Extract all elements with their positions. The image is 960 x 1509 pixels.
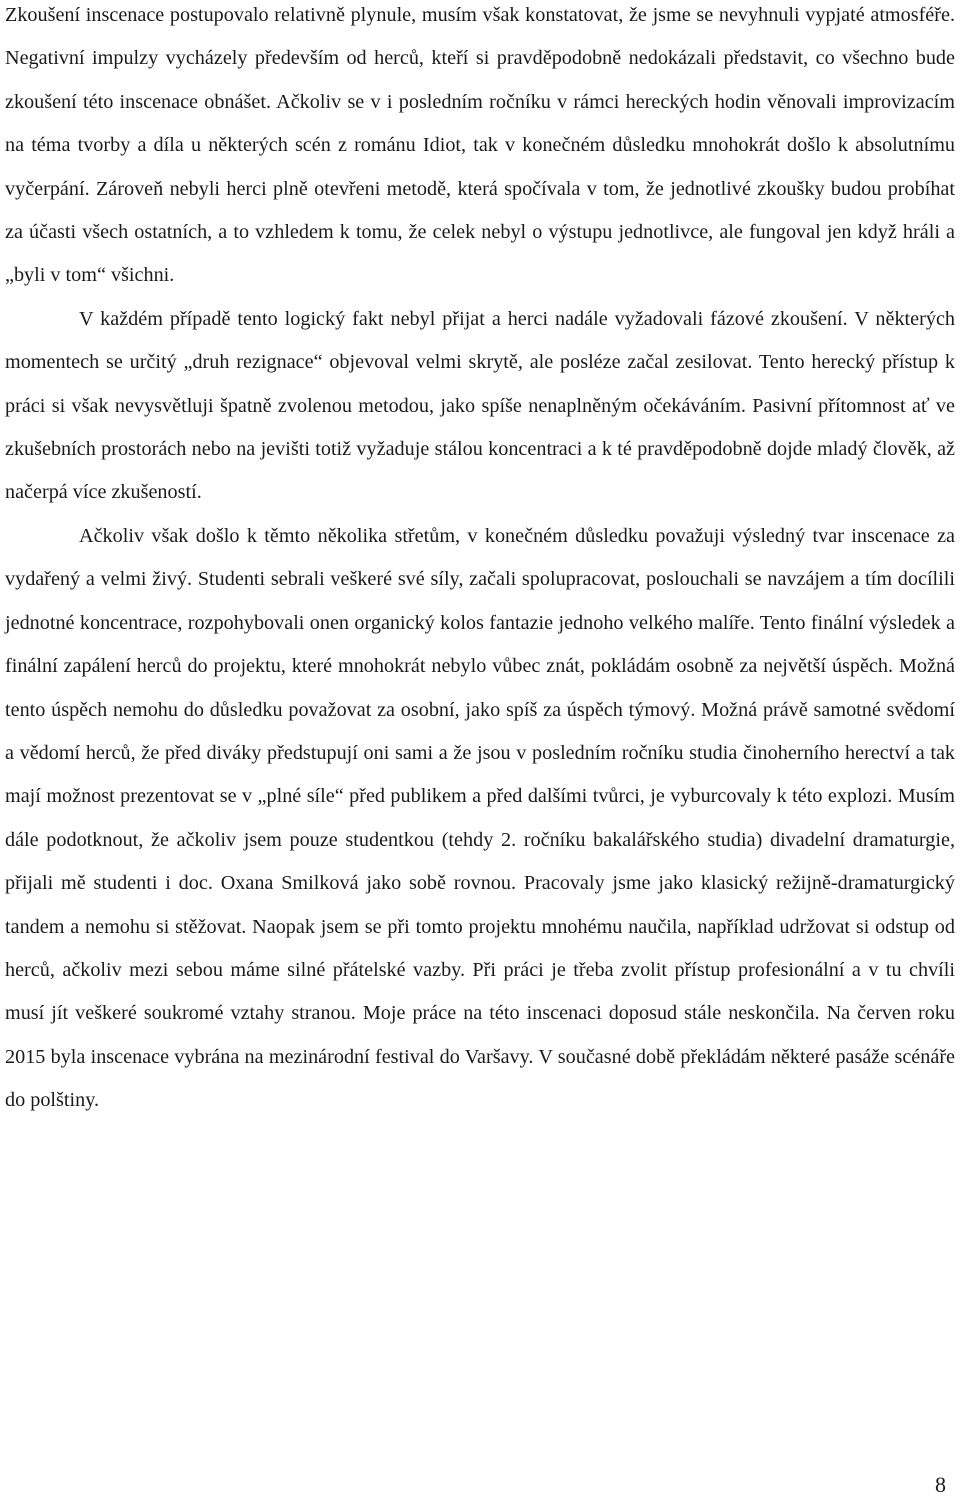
- paragraph-2: V každém případě tento logický fakt nebyl přijat a herci nadále vyžadovali fázové zkoušení. V některých momentech se určitý „druh rezignace“ objevoval velmi skrytě, ale posléze začal zesilovat. Tento herecký přístup k práci si však nevysvětluji špatně zvolenou metodou, jako spíše nenaplněným očekáváním. Pasivní přítomnost ať ve zkušebních prostorách nebo na jevišti totiž vyžaduje stálou koncentraci a k té pravděpodobně dojde mladý člověk, až načerpá více zkušeností.: [5, 307, 955, 504]
- document-page: [5, 0, 955, 1123]
- paragraph-1: Zkoušení inscenace postupovalo relativně plynule, musím však konstatovat, že jsme se nevyhnuli vypjaté atmosféře. Negativní impulzy vycházely především od herců, kteří si pravděpodobně nedokázali představit, co všechno bude zkoušení této inscenace obnášet. Ačkoliv se v i posledním ročníku v rámci hereckých hodin věnovali improvizacím na téma tvorby a díla u některých scén z románu Idiot, tak v konečném důsledku mnohokrát došlo k absolutnímu vyčerpání. Zároveň nebyli herci plně otevřeni metodě, která spočívala v tom, že jednotlivé zkoušky budou probíhat za účasti všech ostatních, a to vzhledem k tomu, že celek nebyl o výstupu jednotlivce, ale fungoval jen když hráli a „byli v tom“ všichni.: [5, 4, 955, 287]
- paragraph-3: Ačkoliv však došlo k těmto několika střetům, v konečném důsledku považuji výsledný tvar inscenace za vydařený a velmi živý. Studenti sebrali veškeré své síly, začali spolupracovat, poslouchali se navzájem a tím docílili jednotné koncentrace, rozpohybovali onen organický kolos fantazie jednoho velkého malíře. Tento finální výsledek a finální zapálení herců do projektu, které mnohokrát nebylo vůbec znát, pokládám osobně za největší úspěch. Možná tento úspěch nemohu do důsledku považovat za osobní, jako spíš za úspěch týmový. Možná právě samotné svědomí a vědomí herců, že před diváky předstupují oni sami a že jsou v posledním ročníku studia činoherního herectví a tak mají možnost prezentovat se v „plné síle“ před publikem a před dalšími tvůrci, je vyburcovaly k této explozi. Musím dále podotknout, že ačkoliv jsem pouze studentkou (tehdy 2. ročníku bakalářského studia) divadelní dramaturgie, přijali mě studenti i doc. Oxana Smilková jako sobě rovnou. Pracovaly jsme jako klasický režijně-dramaturgický tandem a nemohu si stěžovat. Naopak jsem se při tomto projektu mnohému naučila, například udržovat si odstup od herců, ačkoliv mezi sebou máme silné přátelské vazby. Při práci je třeba zvolit přístup profesionální a v tu chvíli musí jít veškeré soukromé vztahy stranou. Moje práce na této inscenaci doposud stále neskončila. Na červen roku 2015 byla inscenace vybrána na mezinárodní festival do Varšavy. V současné době překládám některé pasáže scénáře do polštiny.: [5, 524, 955, 1112]
- page-number: 8: [935, 1472, 946, 1497]
